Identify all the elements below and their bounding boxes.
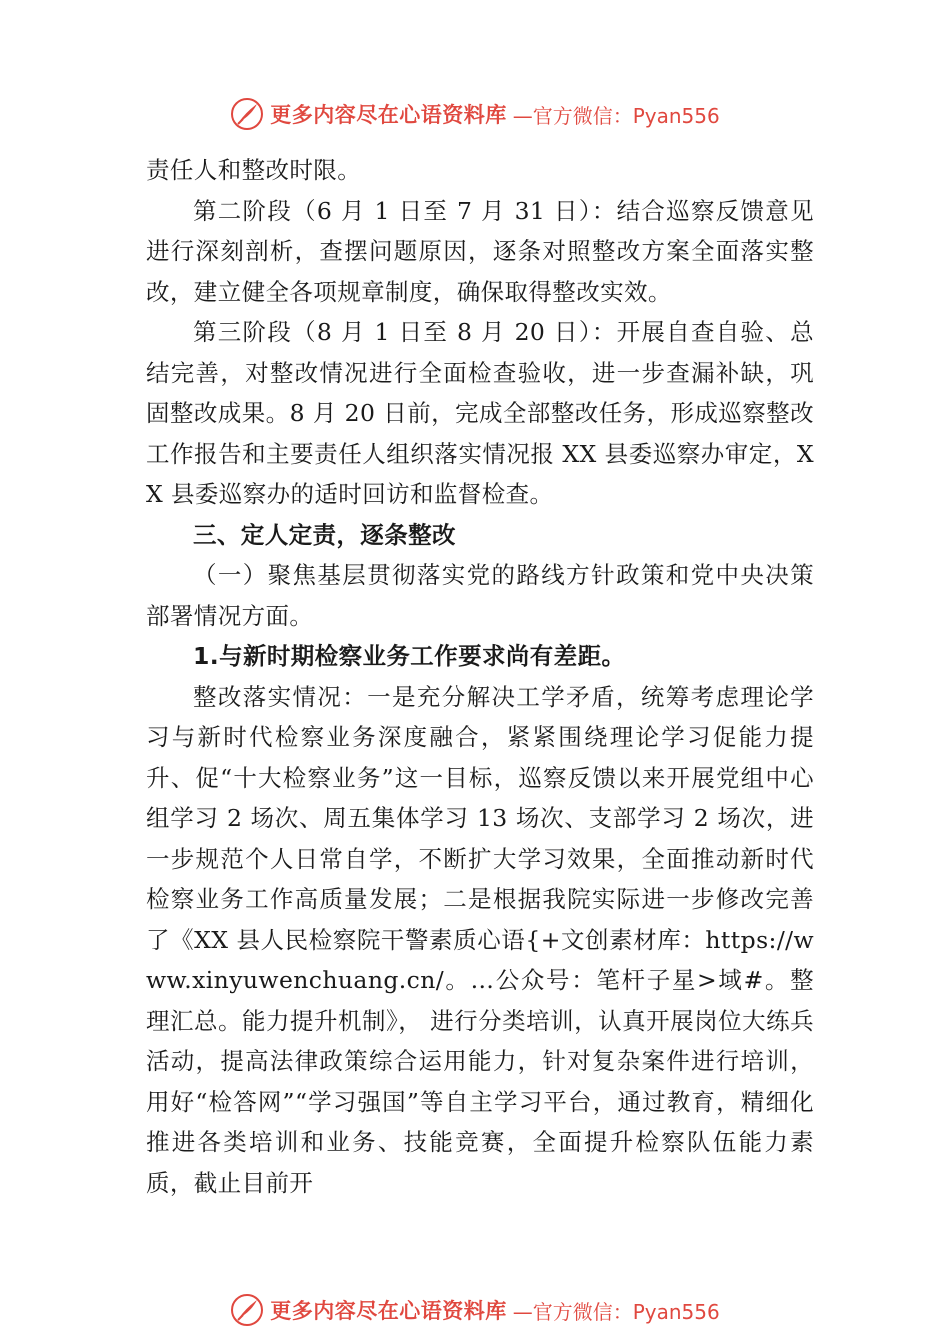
- subsection-heading: （一）聚焦基层贯彻落实党的路线方针政策和党中央决策部署情况方面。: [146, 561, 814, 630]
- section-heading: 三、定人定责，逐条整改: [193, 520, 456, 549]
- item-heading: 1.与新时期检察业务工作要求尚有差距。: [193, 642, 626, 670]
- document-body: [146, 150, 814, 1203]
- paragraph-stage-three: 第三阶段（8 月 1 日至 8 月 20 日）：开展自查自验、总结完善，对整改情况进行全面检查验收，进一步查漏补缺，巩固整改成果。8 月 20 日前，完成全部整改任务，形成巡察整改工作报告和主要责任人组织落实情况报 XX 县委巡察办审定，XX 县委巡察办的适时回访和监督检查。: [146, 318, 814, 508]
- footer-banner: [0, 1288, 950, 1332]
- quill-logo-icon: [230, 97, 264, 131]
- quill-logo-icon: [230, 1293, 264, 1327]
- banner-contact: —官方微信：Pyan556: [512, 1299, 720, 1324]
- banner-brand: 更多内容尽在心语资料库: [270, 102, 507, 127]
- banner-contact: —官方微信：Pyan556: [512, 103, 720, 128]
- paragraph-stage-two: 第二阶段（6 月 1 日至 7 月 31 日）：结合巡察反馈意见进行深刻剖析，查摆问题原因，逐条对照整改方案全面落实整改，建立健全各项规章制度，确保取得整改实效。: [146, 196, 814, 306]
- paragraph-continuation: 责任人和整改时限。: [146, 156, 362, 184]
- header-banner: [0, 92, 950, 136]
- banner-brand: 更多内容尽在心语资料库: [270, 1298, 507, 1323]
- paragraph-rectification: 整改落实情况：一是充分解决工学矛盾，统筹考虑理论学习与新时代检察业务深度融合，紧紧围绕理论学习促能力提升、促“十大检察业务”这一目标，巡察反馈以来开展党组中心组学习 2 场次、周五集体学习 13 场次、支部学习 2 场次，进一步规范个人日常自学，不断扩大学习效果，全面推动新时代检察业务工作高质量发展；二是根据我院实际进一步修改完善了《XX 县人民检察院干警素质心语{+文创素材库：https://www.xinyuwenchuang.cn/。…公众号：笔杆子星>域#。整理汇总。能力提升机制》， 进行分类培训，认真开展岗位大练兵活动，提高法律政策综合运用能力，针对复杂案件进行培训，用好“检答网”“学习强国”等自主学习平台，通过教育，精细化推进各类培训和业务、技能竞赛，全面提升检察队伍能力素质，截止目前开: [146, 682, 814, 1197]
